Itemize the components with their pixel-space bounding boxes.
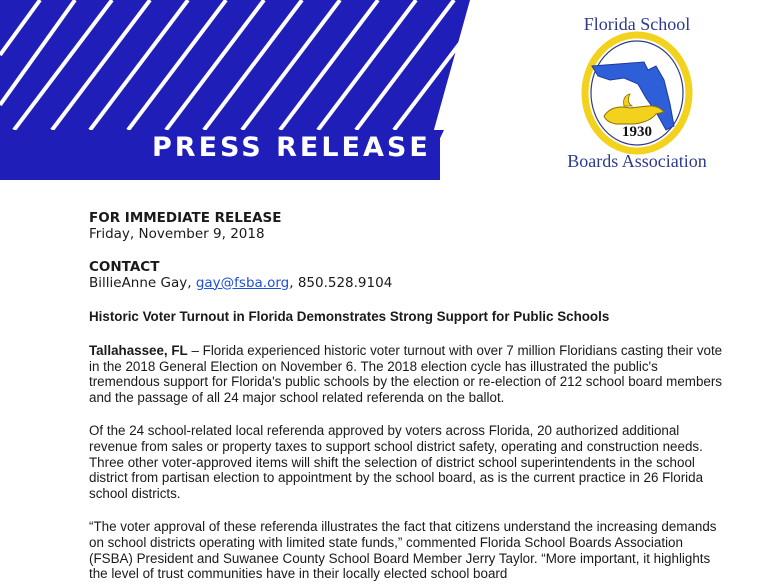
contact-label: CONTACT bbox=[89, 259, 160, 276]
contact-line bbox=[89, 276, 729, 292]
release-date: Friday, November 9, 2018 bbox=[89, 225, 265, 242]
headline: Historic Voter Turnout in Florida Demonstrates Strong Support for Public Schools bbox=[89, 309, 610, 325]
logo-year: 1930 bbox=[622, 124, 652, 140]
press-release-body bbox=[89, 211, 729, 582]
contact-name: BillieAnne Gay, bbox=[89, 274, 196, 291]
paragraph-1-text: – Florida experienced historic voter turnout with over 7 million Floridians casting their vote in the 2018 General Election on November 6. The 2018 election cycle has illustrated the public's tremendous support for Florida's public schools by the election or re-election of 212 school board members and the passage of all 24 major school related referenda on the ballot. bbox=[89, 342, 723, 405]
release-label: FOR IMMEDIATE RELEASE bbox=[89, 210, 282, 226]
paragraph-3: “The voter approval of these referenda illustrates the fact that citizens understand the increasing demands on school districts operating with limited state funds,” commented Florida School Boards Association (FSBA) President and Suwanee County School Board Member Jerry Taylor. “More important, it highlights the level of trust communities have in their locally elected school board bbox=[89, 519, 717, 582]
banner-title: PRESS RELEASE bbox=[152, 132, 431, 163]
spacer bbox=[89, 242, 729, 260]
dateline: Tallahassee, FL bbox=[89, 342, 188, 358]
fsba-logo bbox=[552, 8, 722, 178]
contact-phone: , 850.528.9104 bbox=[289, 274, 393, 291]
logo-name-bottom: Boards Association bbox=[567, 151, 707, 171]
logo-name-top: Florida School bbox=[583, 14, 691, 34]
contact-email-link[interactable]: gay@fsba.org bbox=[195, 274, 290, 291]
paragraph-1 bbox=[89, 343, 729, 405]
paragraph-2: Of the 24 school-related local referenda approved by voters across Florida, 20 authorized additional revenue from sales or property taxes to support school district safety, operating and construction needs. Three other voter-approved items will shift the selection of district school superintendents in the school district from partisan election to appointment by the school board, as is the current practice in 26 Florida school districts. bbox=[89, 423, 704, 501]
